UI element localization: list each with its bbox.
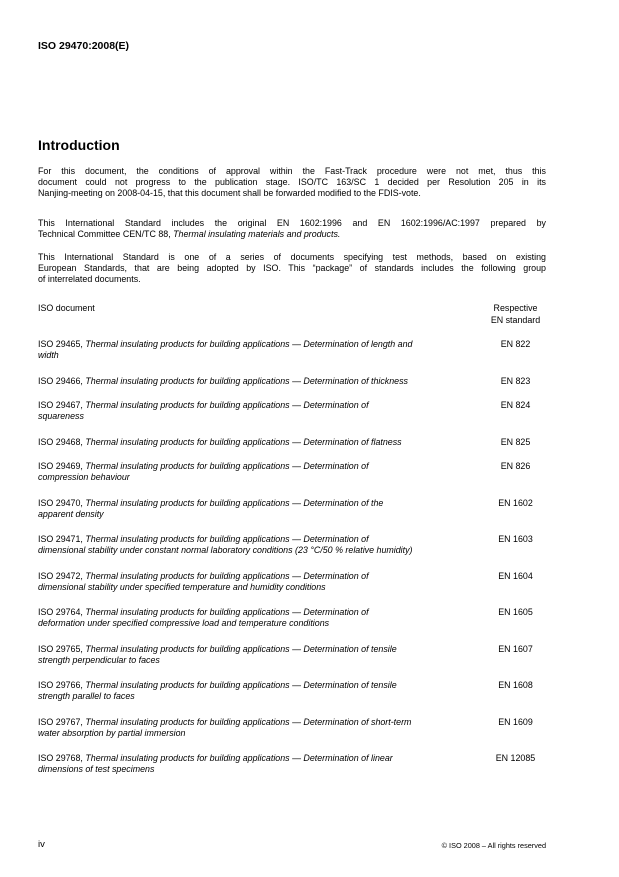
document-line bbox=[38, 607, 369, 618]
iso-number: ISO 29764, bbox=[38, 607, 86, 617]
page-number: iv bbox=[38, 839, 45, 850]
document-line bbox=[38, 534, 369, 545]
document-line bbox=[38, 472, 130, 483]
iso-number: ISO 29765, bbox=[38, 644, 86, 654]
document-title: Thermal insulating products for building applications — Determination of bbox=[85, 400, 369, 410]
en-standard-cell: EN 822 bbox=[500, 339, 531, 349]
document-title: strength parallel to faces bbox=[38, 691, 135, 701]
iso-number: ISO 29467, bbox=[38, 400, 86, 410]
document-title: strength perpendicular to faces bbox=[38, 655, 160, 665]
document-title: deformation under specified compressive load and temperature conditions bbox=[38, 618, 330, 628]
iso-number: ISO 29768, bbox=[38, 753, 86, 763]
document-title: Thermal insulating products for building applications — Determination of flatness bbox=[85, 437, 402, 447]
en-standard-cell: EN 826 bbox=[500, 461, 531, 471]
paragraph-line: of interrelated documents. bbox=[38, 274, 141, 284]
document-title: Thermal insulating products for building applications — Determination of bbox=[85, 461, 369, 471]
document-line bbox=[38, 411, 84, 422]
iso-number: ISO 29471, bbox=[38, 534, 86, 544]
en-standard-cell: EN 1605 bbox=[498, 607, 533, 617]
table-header-en-line2: EN standard bbox=[490, 315, 541, 325]
document-line bbox=[38, 461, 369, 472]
document-line bbox=[38, 339, 412, 350]
document-line bbox=[38, 728, 186, 739]
paragraph-line: This International Standard includes the original EN 1602:1996 and EN 1602:1996/AC:1997 prepared by bbox=[38, 218, 546, 228]
document-title: Thermal insulating products for building applications — Determination of bbox=[85, 571, 369, 581]
committee-title: Thermal insulating materials and products. bbox=[173, 229, 341, 239]
document-title: dimensional stability under constant normal laboratory conditions (23 °C/50 % relative humidity) bbox=[38, 545, 413, 555]
en-standard-cell: EN 1602 bbox=[498, 498, 533, 508]
document-line bbox=[38, 680, 397, 691]
document-line bbox=[38, 691, 135, 702]
copyright-notice: © ISO 2008 – All rights reserved bbox=[441, 841, 546, 850]
paragraph-line: This International Standard is one of a series of documents specifying test methods, based on existing bbox=[38, 252, 546, 262]
en-standard-cell: EN 1607 bbox=[498, 644, 533, 654]
en-standard-cell: EN 12085 bbox=[495, 753, 536, 763]
en-standard-cell: EN 1609 bbox=[498, 717, 533, 727]
iso-number: ISO 29465, bbox=[38, 339, 86, 349]
document-line bbox=[38, 753, 393, 764]
document-title: Thermal insulating products for building applications — Determination of thickness bbox=[85, 376, 408, 386]
table-header-iso-document: ISO document bbox=[38, 303, 95, 313]
document-title: compression behaviour bbox=[38, 472, 130, 482]
document-line bbox=[38, 644, 397, 655]
document-title: Thermal insulating products for building applications — Determination of linear bbox=[85, 753, 393, 763]
document-line bbox=[38, 437, 402, 448]
document-title: dimensional stability under specified temperature and humidity conditions bbox=[38, 582, 326, 592]
document-line bbox=[38, 618, 329, 629]
iso-number: ISO 29766, bbox=[38, 680, 86, 690]
document-line bbox=[38, 717, 411, 728]
document-title: Thermal insulating products for building applications — Determination of bbox=[85, 607, 369, 617]
paragraph-line: document could not progress to the publication stage. ISO/TC 163/SC 1 decided per Resolution 205 in its bbox=[38, 177, 546, 187]
document-title: Thermal insulating products for building applications — Determination of length and bbox=[85, 339, 413, 349]
paragraph-line: European Standards, that are being adopted by ISO. This “package” of standards includes the following group bbox=[38, 263, 546, 273]
document-title: dimensions of test specimens bbox=[38, 764, 155, 774]
paragraph-line: For this document, the conditions of approval within the Fast-Track procedure were not met, thus this bbox=[38, 166, 546, 176]
document-title: Thermal insulating products for building applications — Determination of the bbox=[85, 498, 384, 508]
en-standard-cell: EN 823 bbox=[500, 376, 531, 386]
section-title: Introduction bbox=[38, 137, 120, 153]
document-line bbox=[38, 764, 154, 775]
document-title: Thermal insulating products for building applications — Determination of short-term bbox=[85, 717, 412, 727]
iso-number: ISO 29468, bbox=[38, 437, 86, 447]
iso-number: ISO 29470, bbox=[38, 498, 86, 508]
document-title: Thermal insulating products for building applications — Determination of tensile bbox=[85, 680, 397, 690]
document-title: width bbox=[38, 350, 59, 360]
en-standard-cell: EN 825 bbox=[500, 437, 531, 447]
document-line bbox=[38, 655, 160, 666]
document-line bbox=[38, 376, 408, 387]
document-line bbox=[38, 582, 326, 593]
document-line bbox=[38, 498, 383, 509]
document-line bbox=[38, 545, 413, 556]
en-standard-cell: EN 1608 bbox=[498, 680, 533, 690]
paragraph-text: Technical Committee CEN/TC 88, bbox=[38, 229, 174, 239]
en-standard-cell: EN 1603 bbox=[498, 534, 533, 544]
document-id-header: ISO 29470:2008(E) bbox=[38, 40, 130, 52]
iso-number: ISO 29767, bbox=[38, 717, 86, 727]
paragraph-line bbox=[38, 229, 546, 240]
iso-number: ISO 29469, bbox=[38, 461, 86, 471]
en-standard-cell: EN 1604 bbox=[498, 571, 533, 581]
table-header-en-line1: Respective bbox=[493, 303, 538, 313]
document-title: water absorption by partial immersion bbox=[38, 728, 186, 738]
paragraph-line: Nanjing-meeting on 2008-04-15, that this document shall be forwarded modified to the FDIS-vote. bbox=[38, 188, 421, 198]
document-line bbox=[38, 509, 104, 520]
document-title: Thermal insulating products for building applications — Determination of bbox=[85, 534, 369, 544]
document-title: squareness bbox=[38, 411, 84, 421]
document-line bbox=[38, 571, 369, 582]
iso-number: ISO 29466, bbox=[38, 376, 86, 386]
en-standard-cell: EN 824 bbox=[500, 400, 531, 410]
iso-number: ISO 29472, bbox=[38, 571, 86, 581]
document-line bbox=[38, 350, 59, 361]
document-title: Thermal insulating products for building applications — Determination of tensile bbox=[85, 644, 397, 654]
document-line bbox=[38, 400, 369, 411]
document-title: apparent density bbox=[38, 509, 104, 519]
